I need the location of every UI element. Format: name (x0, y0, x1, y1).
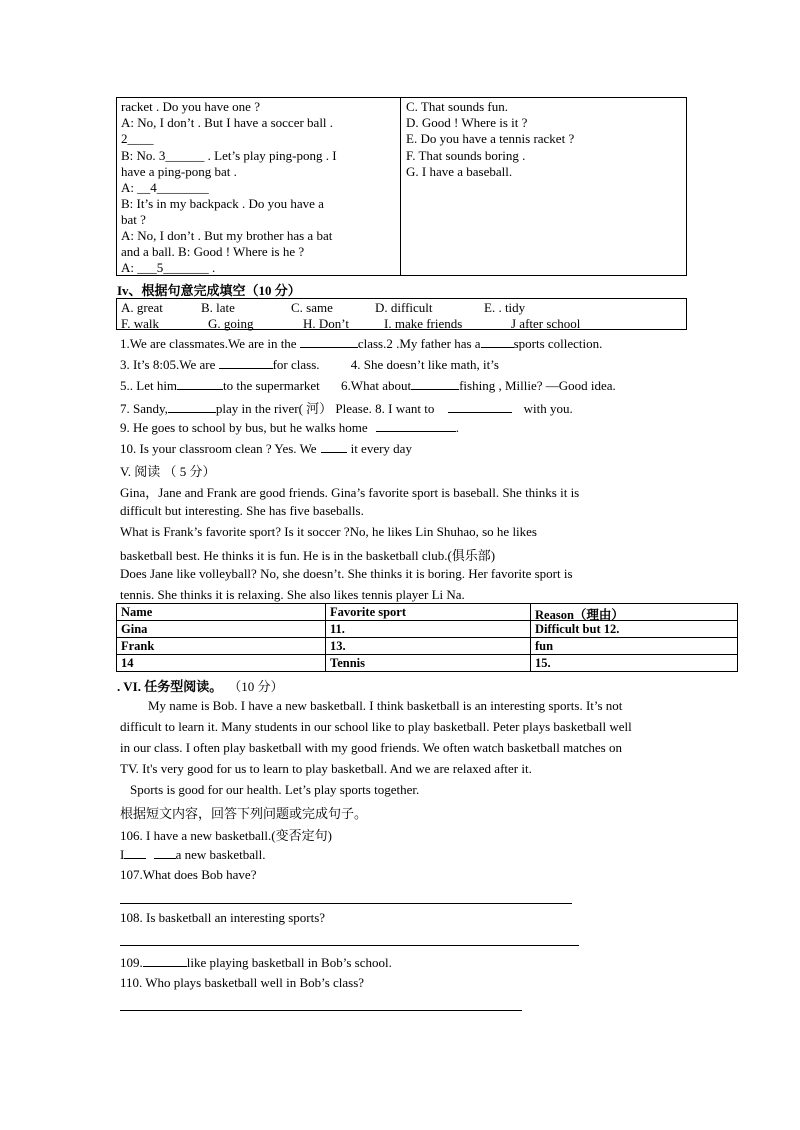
table-cell: Difficult but 12. (535, 622, 620, 636)
dialog-line: A: __4________ (121, 180, 209, 195)
question-3-4: 3. It’s 8:05.We are for class. 4. She doesn’t like math, it’s (120, 357, 499, 372)
section-4-title: Iv、根据句意完成填空（10 分） (117, 283, 301, 298)
dialog-line: racket . Do you have one ? (121, 99, 260, 114)
table-header-reason: Reason（理由） (535, 608, 624, 622)
section-6-title: . VI. 任务型阅读。 （10 分） (117, 679, 284, 694)
table-cell: Tennis (330, 656, 365, 670)
instruction: 根据短文内容，回答下列问题或完成句子。 (120, 806, 368, 821)
option: C. same (291, 300, 333, 315)
dialog-line: A: ___5_______ . (121, 260, 216, 275)
dialog-line: 2____ (121, 131, 154, 146)
dialog-option: F. That sounds boring . (406, 148, 526, 163)
reading-line: basketball best. He thinks it is fun. He is in the basketball club.(俱乐部) (120, 548, 496, 563)
question-109: 109. like playing basketball in Bob’s school. (120, 955, 392, 970)
table-cell: 11. (330, 622, 345, 636)
dialog-line: B: It’s in my backpack . Do you have a (121, 196, 324, 211)
question-7-8: 7. Sandy, play in the river( 河） Please. 8. I want to with you. (120, 401, 573, 416)
question-9: 9. He goes to school by bus, but he walks home . (120, 420, 459, 435)
table-cell: 14 (121, 656, 134, 670)
option: G. going (208, 316, 254, 331)
reading-line: Does Jane like volleyball? No, she doesn’t. She thinks it is boring. Her favorite sport is (120, 566, 573, 581)
reading-line: Gina，Jane and Frank are good friends. Gina’s favorite sport is baseball. She thinks it is (120, 485, 580, 500)
dialog-option: G. I have a baseball. (406, 164, 513, 179)
option: D. difficult (375, 300, 433, 315)
option: F. walk (121, 316, 159, 331)
answer-106: I a new basketball. (120, 847, 266, 862)
option: J after school (511, 316, 581, 331)
question-1-2: 1.We are classmates.We are in the class.2 .My father has a sports collection. (120, 336, 603, 351)
dialog-line: B: No. 3______ . Let’s play ping-pong . I (121, 148, 337, 163)
table-header-sport: Favorite sport (330, 605, 407, 619)
dialog-line: have a ping-pong bat . (121, 164, 237, 179)
option: H. Don’t (303, 316, 349, 331)
question-106: 106. I have a new basketball.(变否定句) (120, 828, 332, 843)
answer-line[interactable] (120, 945, 579, 946)
option: A. great (121, 300, 163, 315)
question-107: 107.What does Bob have? (120, 867, 257, 882)
table-cell: fun (535, 639, 554, 653)
question-5-6: 5.. Let him to the supermarket 6.What about fishing , Millie? —Good idea. (120, 378, 616, 393)
option: B. late (201, 300, 235, 315)
passage-line: My name is Bob. I have a new basketball. I think basketball is an interesting sports. It’s not (148, 698, 623, 713)
dialog-line: A: No, I don’t . But I have a soccer ball . (121, 115, 334, 130)
table-cell: Gina (121, 622, 148, 636)
answer-line[interactable] (120, 1010, 522, 1011)
table-cell: 15. (535, 656, 551, 670)
answer-line[interactable] (120, 903, 572, 904)
option: I. make friends (384, 316, 463, 331)
passage-line: in our class. I often play basketball with my good friends. We often watch basketball matches on (120, 740, 622, 755)
passage-line: TV. It's very good for us to learn to play basketball. And we are relaxed after it. (120, 761, 532, 776)
section-5-title: V. 阅读 （ 5 分） (120, 464, 216, 479)
dialog-option: E. Do you have a tennis racket ? (406, 131, 575, 146)
reading-line: tennis. She thinks it is relaxing. She also likes tennis player Li Na. (120, 587, 465, 602)
table-cell: Frank (121, 639, 155, 653)
dialog-option: C. That sounds fun. (406, 99, 508, 114)
table-cell: 13. (330, 639, 346, 653)
dialog-line: and a ball. B: Good ! Where is he ? (121, 244, 305, 259)
option: E. . tidy (484, 300, 526, 315)
dialog-option: D. Good ! Where is it ? (406, 115, 528, 130)
question-110: 110. Who plays basketball well in Bob’s class? (120, 975, 365, 990)
passage-line: Sports is good for our health. Let’s play sports together. (130, 782, 420, 797)
dialog-divider (400, 97, 401, 276)
table-header-name: Name (121, 605, 153, 619)
question-10: 10. Is your classroom clean ? Yes. We it every day (120, 441, 412, 456)
dialog-line: A: No, I don’t . But my brother has a bat (121, 228, 333, 243)
reading-line: What is Frank’s favorite sport? Is it soccer ?No, he likes Lin Shuhao, so he likes (120, 524, 537, 539)
question-108: 108. Is basketball an interesting sports? (120, 910, 326, 925)
reading-line: difficult but interesting. She has five baseballs. (120, 503, 364, 518)
dialog-line: bat ? (121, 212, 146, 227)
passage-line: difficult to learn it. Many students in our school like to play basketball. Peter plays basketball well (120, 719, 632, 734)
